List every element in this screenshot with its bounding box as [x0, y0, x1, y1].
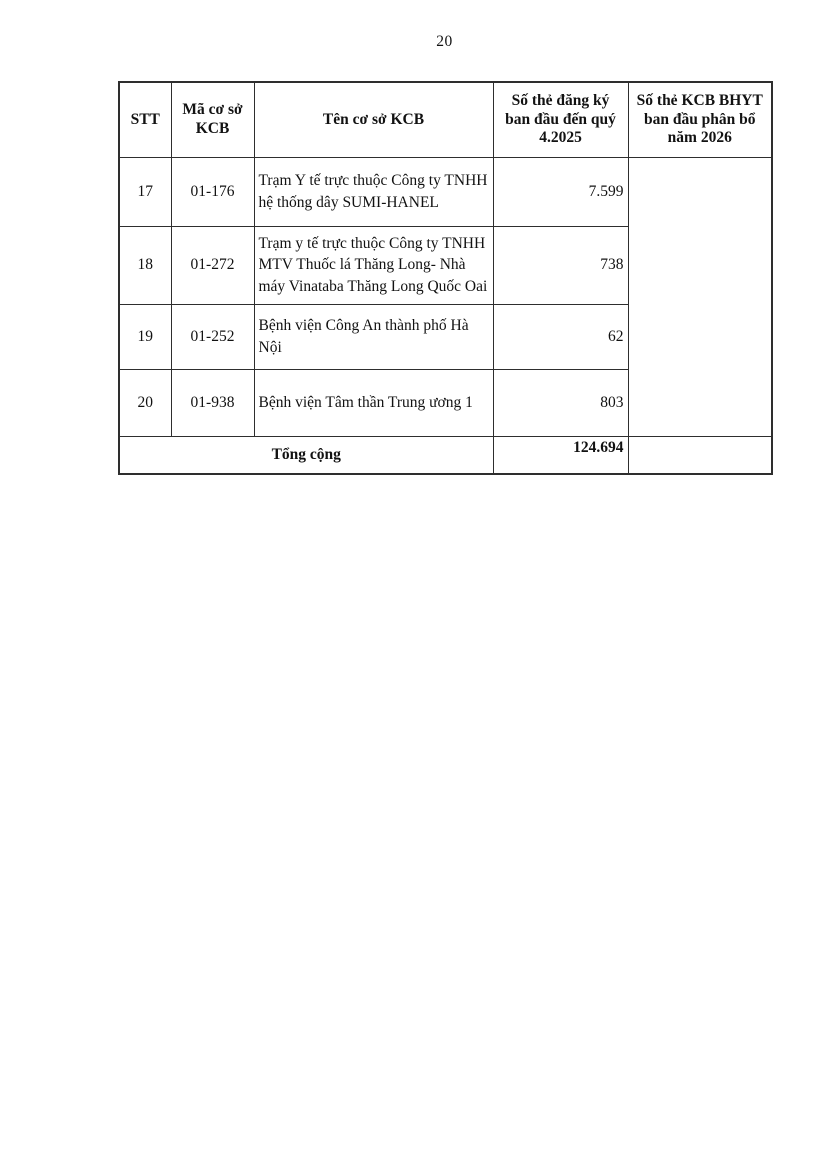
kcb-card-allocation-table: [118, 81, 773, 475]
row-facility-name: Trạm y tế trực thuộc Công ty TNHH MTV Thuốc lá Thăng Long- Nhà máy Vinataba Thăng Long Quốc Oai: [254, 226, 493, 304]
row-cards-q4-2025: 7.599: [493, 157, 628, 226]
row-stt: 19: [119, 304, 171, 369]
header-facility-name: Tên cơ sở KCB: [254, 82, 493, 157]
table-header-row: [119, 82, 772, 157]
header-cards-2026: Số thẻ KCB BHYT ban đầu phân bổ năm 2026: [628, 82, 772, 157]
row-facility-name: Bệnh viện Công An thành phố Hà Nội: [254, 304, 493, 369]
row-facility-name: Bệnh viện Tâm thần Trung ương 1: [254, 369, 493, 436]
header-stt: STT: [119, 82, 171, 157]
row-facility-code: 01-176: [171, 157, 254, 226]
row-cards-q4-2025: 738: [493, 226, 628, 304]
row-facility-code: 01-252: [171, 304, 254, 369]
table-total-row: [119, 436, 772, 474]
header-cards-q4-2025: Số thẻ đăng ký ban đầu đến quý 4.2025: [493, 82, 628, 157]
row-stt: 18: [119, 226, 171, 304]
row-cards-q4-2025: 62: [493, 304, 628, 369]
row-cards-q4-2025: 803: [493, 369, 628, 436]
row-facility-name: Trạm Y tế trực thuộc Công ty TNHH hệ thống dây SUMI-HANEL: [254, 157, 493, 226]
page-number: 20: [436, 33, 453, 50]
total-cards-2026-empty-cell: [628, 436, 772, 474]
cards-2026-empty-cell: [628, 157, 772, 436]
total-cards-q4-2025: 124.694: [493, 436, 628, 474]
row-stt: 20: [119, 369, 171, 436]
table-row: [119, 157, 772, 226]
row-facility-code: 01-938: [171, 369, 254, 436]
header-facility-code: Mã cơ sở KCB: [171, 82, 254, 157]
row-facility-code: 01-272: [171, 226, 254, 304]
row-stt: 17: [119, 157, 171, 226]
total-label: Tổng cộng: [119, 436, 493, 474]
